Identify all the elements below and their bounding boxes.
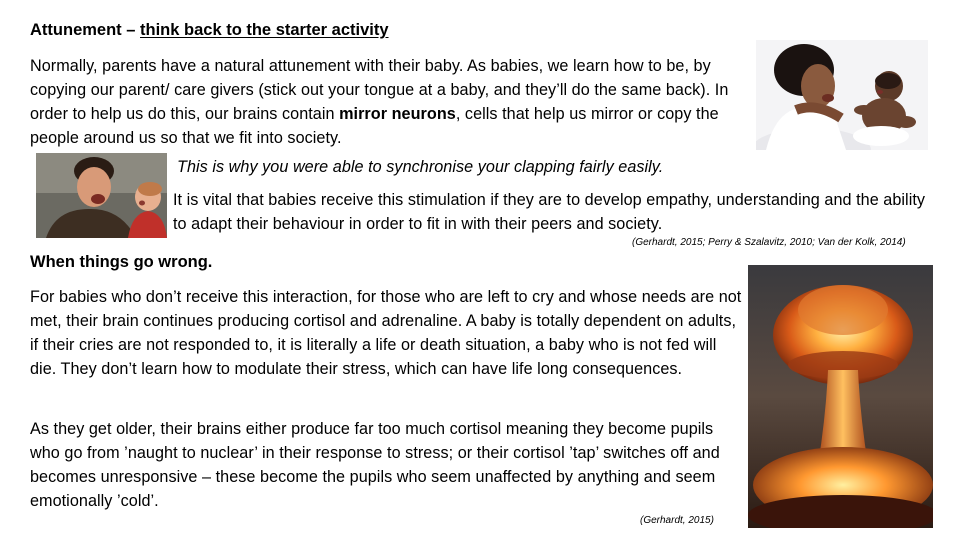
intro-paragraph <box>30 54 760 150</box>
mirror-neurons-term: mirror neurons <box>339 105 456 123</box>
paragraph-older: As they get older, their brains either produce far too much cortisol meaning they become pupils who go from ’naught to nuclear’ in their response to stress; or their cortisol ’tap’ switches off and becomes unresponsive – these become the pupils who seem unaffected by anything and seem emotionally ’cold’. <box>30 420 720 510</box>
title-prefix: Attunement – <box>30 21 141 39</box>
section-heading-wrong: When things go wrong. <box>30 253 213 271</box>
citation-bottom: (Gerhardt, 2015) <box>640 515 714 526</box>
clapping-note: This is why you were able to synchronise your clapping fairly easily. <box>177 158 664 176</box>
nuclear-explosion-photo <box>748 265 933 528</box>
stimulation-paragraph: It is vital that babies receive this stimulation if they are to develop empathy, understanding and the ability to adapt their behaviour in order to fit in with their peers and society. <box>173 191 926 233</box>
mother-baby-photo <box>756 40 928 150</box>
title-link-text: think back to the starter activity <box>140 21 389 39</box>
intro-text-2: , cells that help us mirror or copy the people around us so that we fit into society. <box>30 105 719 147</box>
slide-title <box>30 18 389 42</box>
paragraph-no-interaction: For babies who don’t receive this interaction, for those who are left to cry and whose needs are not met, their brain continues producing cortisol and adrenaline. A baby is totally dependent on adults, if their cries are not responded to, it is literally a life or death situation, a baby who is not fed will die. They don’t learn how to modulate their stress, which can have life long consequences. <box>30 288 742 378</box>
intro-text-1: Normally, parents have a natural attunement with their baby. As babies, we learn how to be, by copying our parent/ care givers (stick out your tongue at a baby, and they’ll do the same back). In order to help us do this, our brains contain <box>30 57 729 123</box>
father-baby-photo <box>36 153 167 238</box>
citation-top: (Gerhardt, 2015; Perry & Szalavitz, 2010; Van der Kolk, 2014) <box>632 237 906 248</box>
